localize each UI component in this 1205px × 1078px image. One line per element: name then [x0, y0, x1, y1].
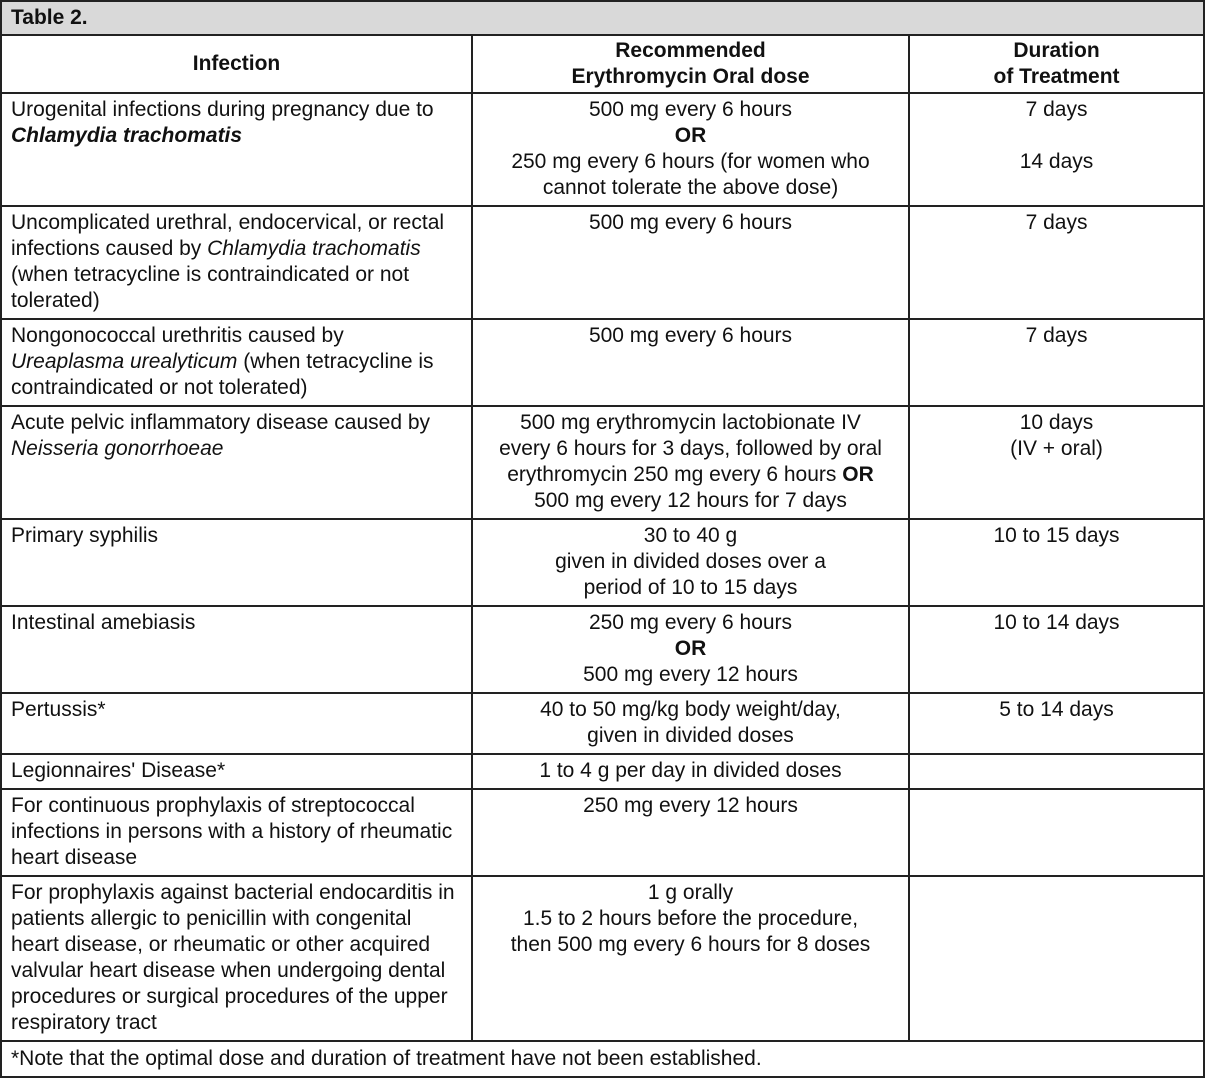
duration-line: 7 days	[1025, 324, 1088, 347]
duration-cell	[909, 519, 1204, 606]
infection-text: Acute pelvic inflammatory disease caused by	[11, 411, 431, 434]
infection-cell	[1, 406, 472, 519]
header-duration	[909, 35, 1204, 93]
header-dose-line2: Erythromycin Oral dose	[571, 65, 810, 88]
dose-cell	[472, 519, 909, 606]
infection-cell	[1, 606, 472, 693]
dose-line: cannot tolerate the above dose)	[542, 176, 839, 199]
infection-cell	[1, 519, 472, 606]
organism-name: Chlamydia trachomatis	[11, 124, 243, 147]
table-row	[1, 789, 1204, 876]
dose-line: 500 mg every 6 hours	[588, 211, 793, 234]
duration-line: 14 days	[1019, 150, 1094, 173]
dose-cell	[472, 754, 909, 789]
dose-text: erythromycin 250 mg every 6 hours	[507, 463, 843, 486]
infection-text: Nongonococcal urethritis caused by	[11, 324, 344, 347]
infection-text: Urogenital infections during pregnancy due to	[11, 98, 434, 121]
infection-text: For continuous prophylaxis of streptococcal infections in persons with a history of rheumatic heart disease	[11, 794, 453, 869]
dose-or: OR	[674, 637, 707, 660]
table-caption-row	[1, 1, 1204, 35]
duration-cell	[909, 319, 1204, 406]
dose-cell	[472, 693, 909, 754]
dose-line: 250 mg every 6 hours	[588, 611, 793, 634]
duration-line: 7 days	[1025, 211, 1088, 234]
dose-line: 40 to 50 mg/kg body weight/day,	[540, 698, 841, 721]
dose-line	[482, 462, 899, 488]
table-row	[1, 754, 1204, 789]
infection-cell	[1, 206, 472, 319]
table-row	[1, 519, 1204, 606]
duration-cell	[909, 754, 1204, 789]
dose-line: 1 g orally	[647, 881, 734, 904]
infection-cell	[1, 93, 472, 206]
dose-line: given in divided doses	[587, 724, 794, 747]
infection-text: For prophylaxis against bacterial endocarditis in patients allergic to penicillin with congenital heart disease, or rheumatic or other acquired valvular heart disease when undergoing dental procedures or surgical procedures of the upper respiratory tract	[11, 881, 455, 1034]
dose-cell	[472, 789, 909, 876]
duration-cell	[909, 206, 1204, 319]
dose-line: 500 mg every 6 hours	[588, 324, 793, 347]
infection-text: Primary syphilis	[11, 524, 159, 547]
dose-line: 500 mg every 12 hours	[583, 663, 798, 686]
dose-cell	[472, 319, 909, 406]
dose-line: 500 mg every 12 hours for 7 days	[534, 489, 847, 512]
infection-cell	[1, 693, 472, 754]
organism-name: Neisseria gonorrhoeae	[11, 437, 224, 460]
dose-line: 1 to 4 g per day in divided doses	[539, 759, 842, 782]
dose-line: 250 mg every 12 hours	[583, 794, 798, 817]
infection-text: Legionnaires' Disease*	[11, 759, 226, 782]
infection-cell	[1, 789, 472, 876]
header-infection-label: Infection	[192, 52, 281, 75]
table-row	[1, 406, 1204, 519]
dose-cell	[472, 406, 909, 519]
table-row	[1, 606, 1204, 693]
duration-spacer	[919, 123, 1194, 149]
infection-text: (when tetracycline is contraindicated or not tolerated)	[11, 350, 434, 399]
dose-line: 500 mg erythromycin lactobionate IV	[520, 411, 861, 434]
duration-line: (IV + oral)	[1010, 437, 1103, 460]
duration-cell	[909, 693, 1204, 754]
duration-line: 10 days	[1019, 411, 1094, 434]
dose-line: then 500 mg every 6 hours for 8 doses	[510, 933, 871, 956]
dose-or: OR	[674, 124, 707, 147]
duration-cell	[909, 93, 1204, 206]
duration-cell	[909, 789, 1204, 876]
infection-text: Uncomplicated urethral, endocervical, or rectal infections caused by	[11, 211, 445, 260]
table-caption: Table 2.	[1, 1, 1204, 35]
dose-cell	[472, 606, 909, 693]
dose-line: every 6 hours for 3 days, followed by oral	[499, 437, 882, 460]
duration-cell	[909, 406, 1204, 519]
organism-name: Chlamydia trachomatis	[207, 237, 421, 260]
header-duration-line1: Duration	[1013, 39, 1100, 62]
table-footnote: *Note that the optimal dose and duration of treatment have not been established.	[1, 1041, 1204, 1077]
header-dose	[472, 35, 909, 93]
infection-text: Pertussis*	[11, 698, 106, 721]
duration-cell	[909, 876, 1204, 1041]
dose-line: 250 mg every 6 hours (for women who	[511, 150, 870, 173]
table-header-row	[1, 35, 1204, 93]
table-footnote-row	[1, 1041, 1204, 1077]
duration-line: 5 to 14 days	[999, 698, 1114, 721]
infection-cell	[1, 754, 472, 789]
dose-line: 1.5 to 2 hours before the procedure,	[522, 907, 859, 930]
dose-line: 30 to 40 g	[643, 524, 738, 547]
dose-line: period of 10 to 15 days	[583, 576, 798, 599]
infection-cell	[1, 876, 472, 1041]
dose-line: 500 mg every 6 hours	[588, 98, 793, 121]
dose-line: given in divided doses over a	[555, 550, 826, 573]
table-row	[1, 693, 1204, 754]
duration-line: 10 to 15 days	[993, 524, 1120, 547]
table-row	[1, 876, 1204, 1041]
duration-cell	[909, 606, 1204, 693]
dose-cell	[472, 876, 909, 1041]
header-dose-line1: Recommended	[615, 39, 766, 62]
organism-name: Ureaplasma urealyticum	[11, 350, 238, 373]
infection-text: (when tetracycline is contraindicated or not tolerated)	[11, 263, 410, 312]
table-row	[1, 319, 1204, 406]
dose-cell	[472, 206, 909, 319]
table-row	[1, 206, 1204, 319]
dose-cell	[472, 93, 909, 206]
infection-text: Intestinal amebiasis	[11, 611, 196, 634]
table-row	[1, 93, 1204, 206]
duration-line: 7 days	[1025, 98, 1088, 121]
header-infection	[1, 35, 472, 93]
header-duration-line2: of Treatment	[993, 65, 1120, 88]
duration-line: 10 to 14 days	[993, 611, 1120, 634]
infection-cell	[1, 319, 472, 406]
dose-or: OR	[842, 463, 874, 486]
